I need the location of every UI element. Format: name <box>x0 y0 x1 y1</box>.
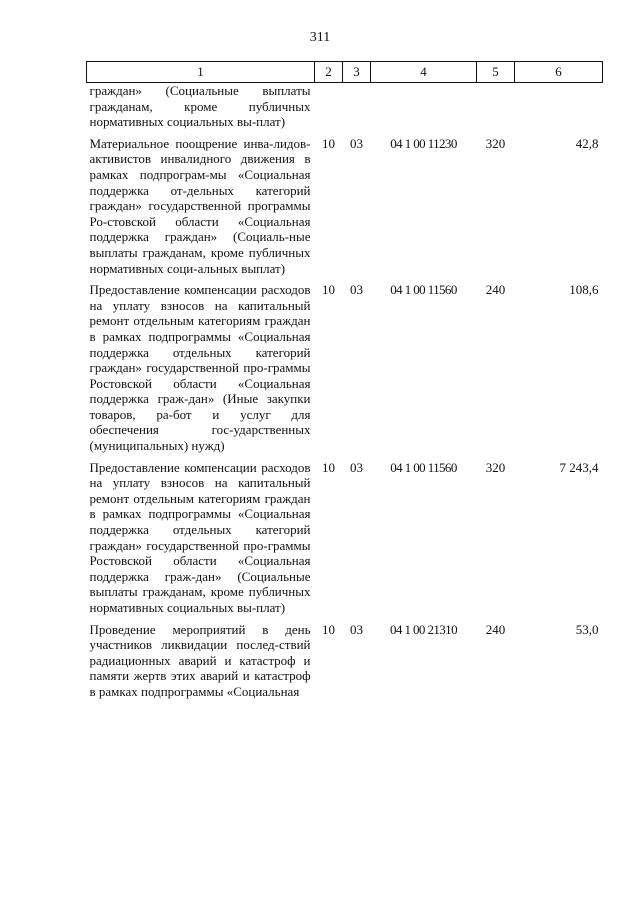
row-section-code: 10 <box>322 621 335 637</box>
page-number: 311 <box>309 30 331 45</box>
table-row <box>87 83 603 130</box>
row-expense-type-code: 240 <box>485 282 506 298</box>
column-header-4: 4 <box>371 62 477 83</box>
row-subsection-code: 03 <box>350 135 363 151</box>
column-header-2: 2 <box>315 62 343 83</box>
table-header-row <box>87 62 603 83</box>
row-description: Предоставление компенсации расходов на уплату взносов на капитальный ремонт отдельным категориям граждан в рамках подпрограммы «Социальная поддержка отдельных категорий граждан» государственной про-граммы Ростовской области «Социальная поддержка граж-дан» (Иные закупки товаров, ра-бот и услуг для обеспечения гос-ударственных (муниципальных) нужд) <box>89 282 311 454</box>
table-row <box>87 454 603 616</box>
column-header-1: 1 <box>87 62 315 83</box>
row-subsection-code: 03 <box>350 459 363 475</box>
row-description: Материальное поощрение инва-лидов-активистов инвалидного движения в рамках подпрограм-мы «Социальная поддержка от-дельных категорий граждан» государственной программы Ро-стовской области «Социальная поддержка граждан» (Социаль-ные выплаты гражданам, кроме публичных нормативных соци-альных выплат) <box>89 135 311 276</box>
row-section-code: 10 <box>322 135 335 151</box>
row-description: Предоставление компенсации расходов на уплату взносов на капитальный ремонт отдельным категориям граждан в рамках подпрограммы «Социальная поддержка отдельных категорий граждан» государственной про-граммы Ростовской области «Социальная поддержка граж-дан» (Социальные выплаты гражданам, кроме публичных нормативных социальных вы-плат) <box>89 459 311 615</box>
row-expense-type-code: 240 <box>485 621 506 637</box>
row-amount: 108,6 <box>569 282 599 298</box>
row-section-code: 10 <box>322 459 335 475</box>
row-description: Проведение мероприятий в день участников ликвидации послед-ствий радиационных аварий и катастроф и памяти жертв этих аварий и катастроф в рамках подпрограммы «Социальная <box>89 621 311 699</box>
column-header-3: 3 <box>343 62 371 83</box>
table-row <box>87 130 603 276</box>
row-amount: 42,8 <box>575 135 599 151</box>
row-section-code <box>315 83 343 130</box>
row-section-code: 10 <box>322 282 335 298</box>
row-subsection-code: 03 <box>350 621 363 637</box>
row-amount <box>515 83 603 130</box>
row-expense-type-code: 320 <box>485 459 506 475</box>
row-target-article-code: 04 1 00 11560 <box>390 459 457 475</box>
column-header-6: 6 <box>515 62 603 83</box>
row-amount: 53,0 <box>575 621 599 637</box>
table-row <box>87 616 603 700</box>
row-expense-type-code <box>477 83 515 130</box>
table-row <box>87 276 603 454</box>
row-target-article-code: 04 1 00 11560 <box>390 282 457 298</box>
row-amount: 7 243,4 <box>559 459 599 475</box>
row-target-article-code: 04 1 00 11230 <box>390 135 457 151</box>
row-subsection-code <box>343 83 371 130</box>
row-expense-type-code: 320 <box>485 135 506 151</box>
row-subsection-code: 03 <box>350 282 363 298</box>
column-header-5: 5 <box>477 62 515 83</box>
budget-table <box>86 61 603 700</box>
row-target-article-code: 04 1 00 21310 <box>390 621 457 637</box>
row-target-article-code <box>371 83 477 130</box>
row-description: граждан» (Социальные выплаты гражданам, кроме публичных нормативных социальных вы-плат) <box>89 83 311 130</box>
